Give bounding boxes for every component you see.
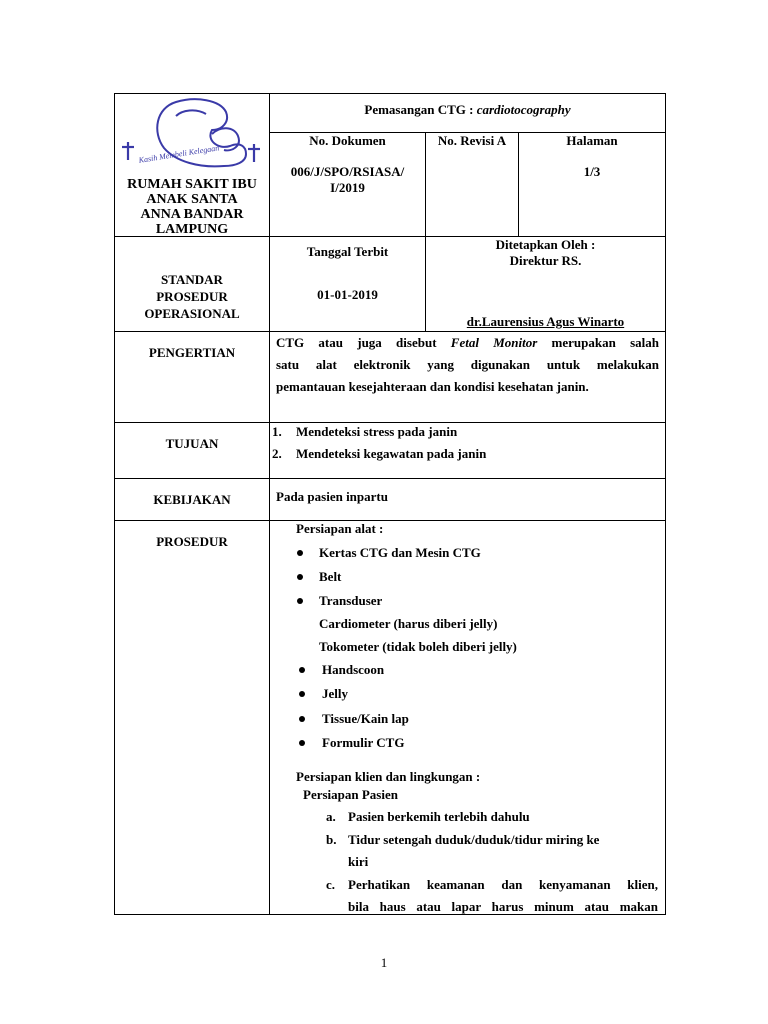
bullet-icon (299, 691, 305, 697)
bullet-icon (297, 598, 303, 604)
bullet-icon (297, 550, 303, 556)
bullet-icon (299, 740, 305, 746)
pasien-item-letter: a. (326, 809, 336, 824)
sop-label-line: OPERASIONAL (144, 306, 240, 321)
alat-item: Formulir CTG (322, 735, 405, 750)
pengertian-line (276, 332, 659, 354)
logo-slogan: Kasih Membeli Kelegaan (138, 143, 220, 165)
page-number: 1 (380, 955, 388, 970)
issue-date-label: Tanggal Terbit (306, 244, 389, 259)
alat-item: Transduser (319, 593, 383, 608)
alat-item: Tissue/Kain lap (322, 711, 409, 726)
pasien-item-text: Pasien berkemih terlebih dahulu (348, 809, 530, 824)
prosedur-label: PROSEDUR (156, 534, 228, 549)
pengertian-label: PENGERTIAN (148, 345, 236, 360)
pasien-item-text: kiri (348, 854, 369, 869)
director-name: dr.Laurensius Agus Winarto (466, 314, 625, 329)
bullet-icon (299, 667, 305, 673)
approved-by-label: Ditetapkan Oleh : (495, 237, 596, 252)
revision-label: No. Revisi A (437, 133, 507, 148)
alat-item: Kertas CTG dan Mesin CTG (319, 545, 481, 560)
document-title-italic: cardiotocography (476, 102, 571, 117)
pasien-item-text: bila haus atau lapar harus minum atau makan (348, 899, 658, 914)
bullet-icon (297, 574, 303, 580)
doc-number-value: I/2019 (330, 180, 365, 195)
pengertian-text: merupakan salah (537, 335, 659, 350)
pasien-item-text: Tidur setengah duduk/duduk/tidur miring ke (348, 832, 600, 847)
document-title (270, 102, 665, 118)
page-label: Halaman (566, 133, 618, 148)
logo-right-cross (248, 144, 260, 162)
sop-label-line: STANDAR (161, 272, 223, 287)
kebijakan-label: KEBIJAKAN (153, 492, 231, 507)
hospital-name-line: ANNA BANDAR (140, 207, 244, 222)
revisi-column-divider (425, 132, 426, 332)
page-value: 1/3 (583, 164, 601, 179)
hospital-name-line: ANAK SANTA (146, 192, 238, 207)
document-title-prefix: Pemasangan CTG : (364, 102, 477, 117)
transduser-sub-item: Tokometer (tidak boleh diberi jelly) (319, 639, 517, 654)
tujuan-item-text: Mendeteksi stress pada janin (296, 424, 458, 439)
sop-label-line: PROSEDUR (156, 289, 228, 304)
pengertian-line: satu alat elektronik yang digunakan untuk melakukan (276, 357, 659, 372)
issue-date-value: 01-01-2019 (317, 287, 378, 302)
alat-item: Handscoon (322, 662, 385, 677)
table-border-top (114, 93, 666, 94)
persiapan-klien-title: Persiapan klien dan lingkungan : (296, 769, 481, 784)
pengertian-row-divider (114, 422, 666, 423)
logo-left-cross (122, 142, 134, 160)
pengertian-text: CTG atau juga disebut (276, 335, 451, 350)
logo-inner-curve (176, 110, 206, 116)
tujuan-item-number: 1. (272, 424, 282, 439)
bullet-icon (299, 716, 305, 722)
persiapan-alat-title: Persiapan alat : (296, 521, 384, 536)
hospital-name-line: LAMPUNG (155, 222, 229, 237)
approved-by-role: Direktur RS. (509, 253, 582, 268)
pasien-item-letter: c. (326, 877, 336, 892)
pengertian-italic-term: Fetal Monitor (450, 335, 538, 350)
transduser-sub-item: Cardiometer (harus diberi jelly) (319, 616, 498, 631)
kebijakan-row-divider (114, 520, 666, 521)
tujuan-label: TUJUAN (165, 436, 219, 451)
hospital-name-line: RUMAH SAKIT IBU (127, 177, 257, 192)
doc-number-value: 006/J/SPO/RSIASA/ (290, 164, 405, 179)
alat-item: Belt (319, 569, 342, 584)
kebijakan-text: Pada pasien inpartu (276, 489, 388, 504)
table-border-right (665, 93, 666, 915)
pengertian-line: pemantauan kesejahteraan dan kondisi kesehatan janin. (276, 379, 589, 394)
alat-item: Jelly (322, 686, 348, 701)
persiapan-pasien-title: Persiapan Pasien (303, 787, 398, 802)
pasien-item-letter: b. (326, 832, 337, 847)
tujuan-row-divider (114, 478, 666, 479)
pasien-item-text: Perhatikan keamanan dan kenyamanan klien, (348, 877, 658, 892)
doc-number-label: No. Dokumen (309, 133, 386, 148)
tujuan-item-text: Mendeteksi kegawatan pada janin (296, 446, 487, 461)
tujuan-item-number: 2. (272, 446, 282, 461)
